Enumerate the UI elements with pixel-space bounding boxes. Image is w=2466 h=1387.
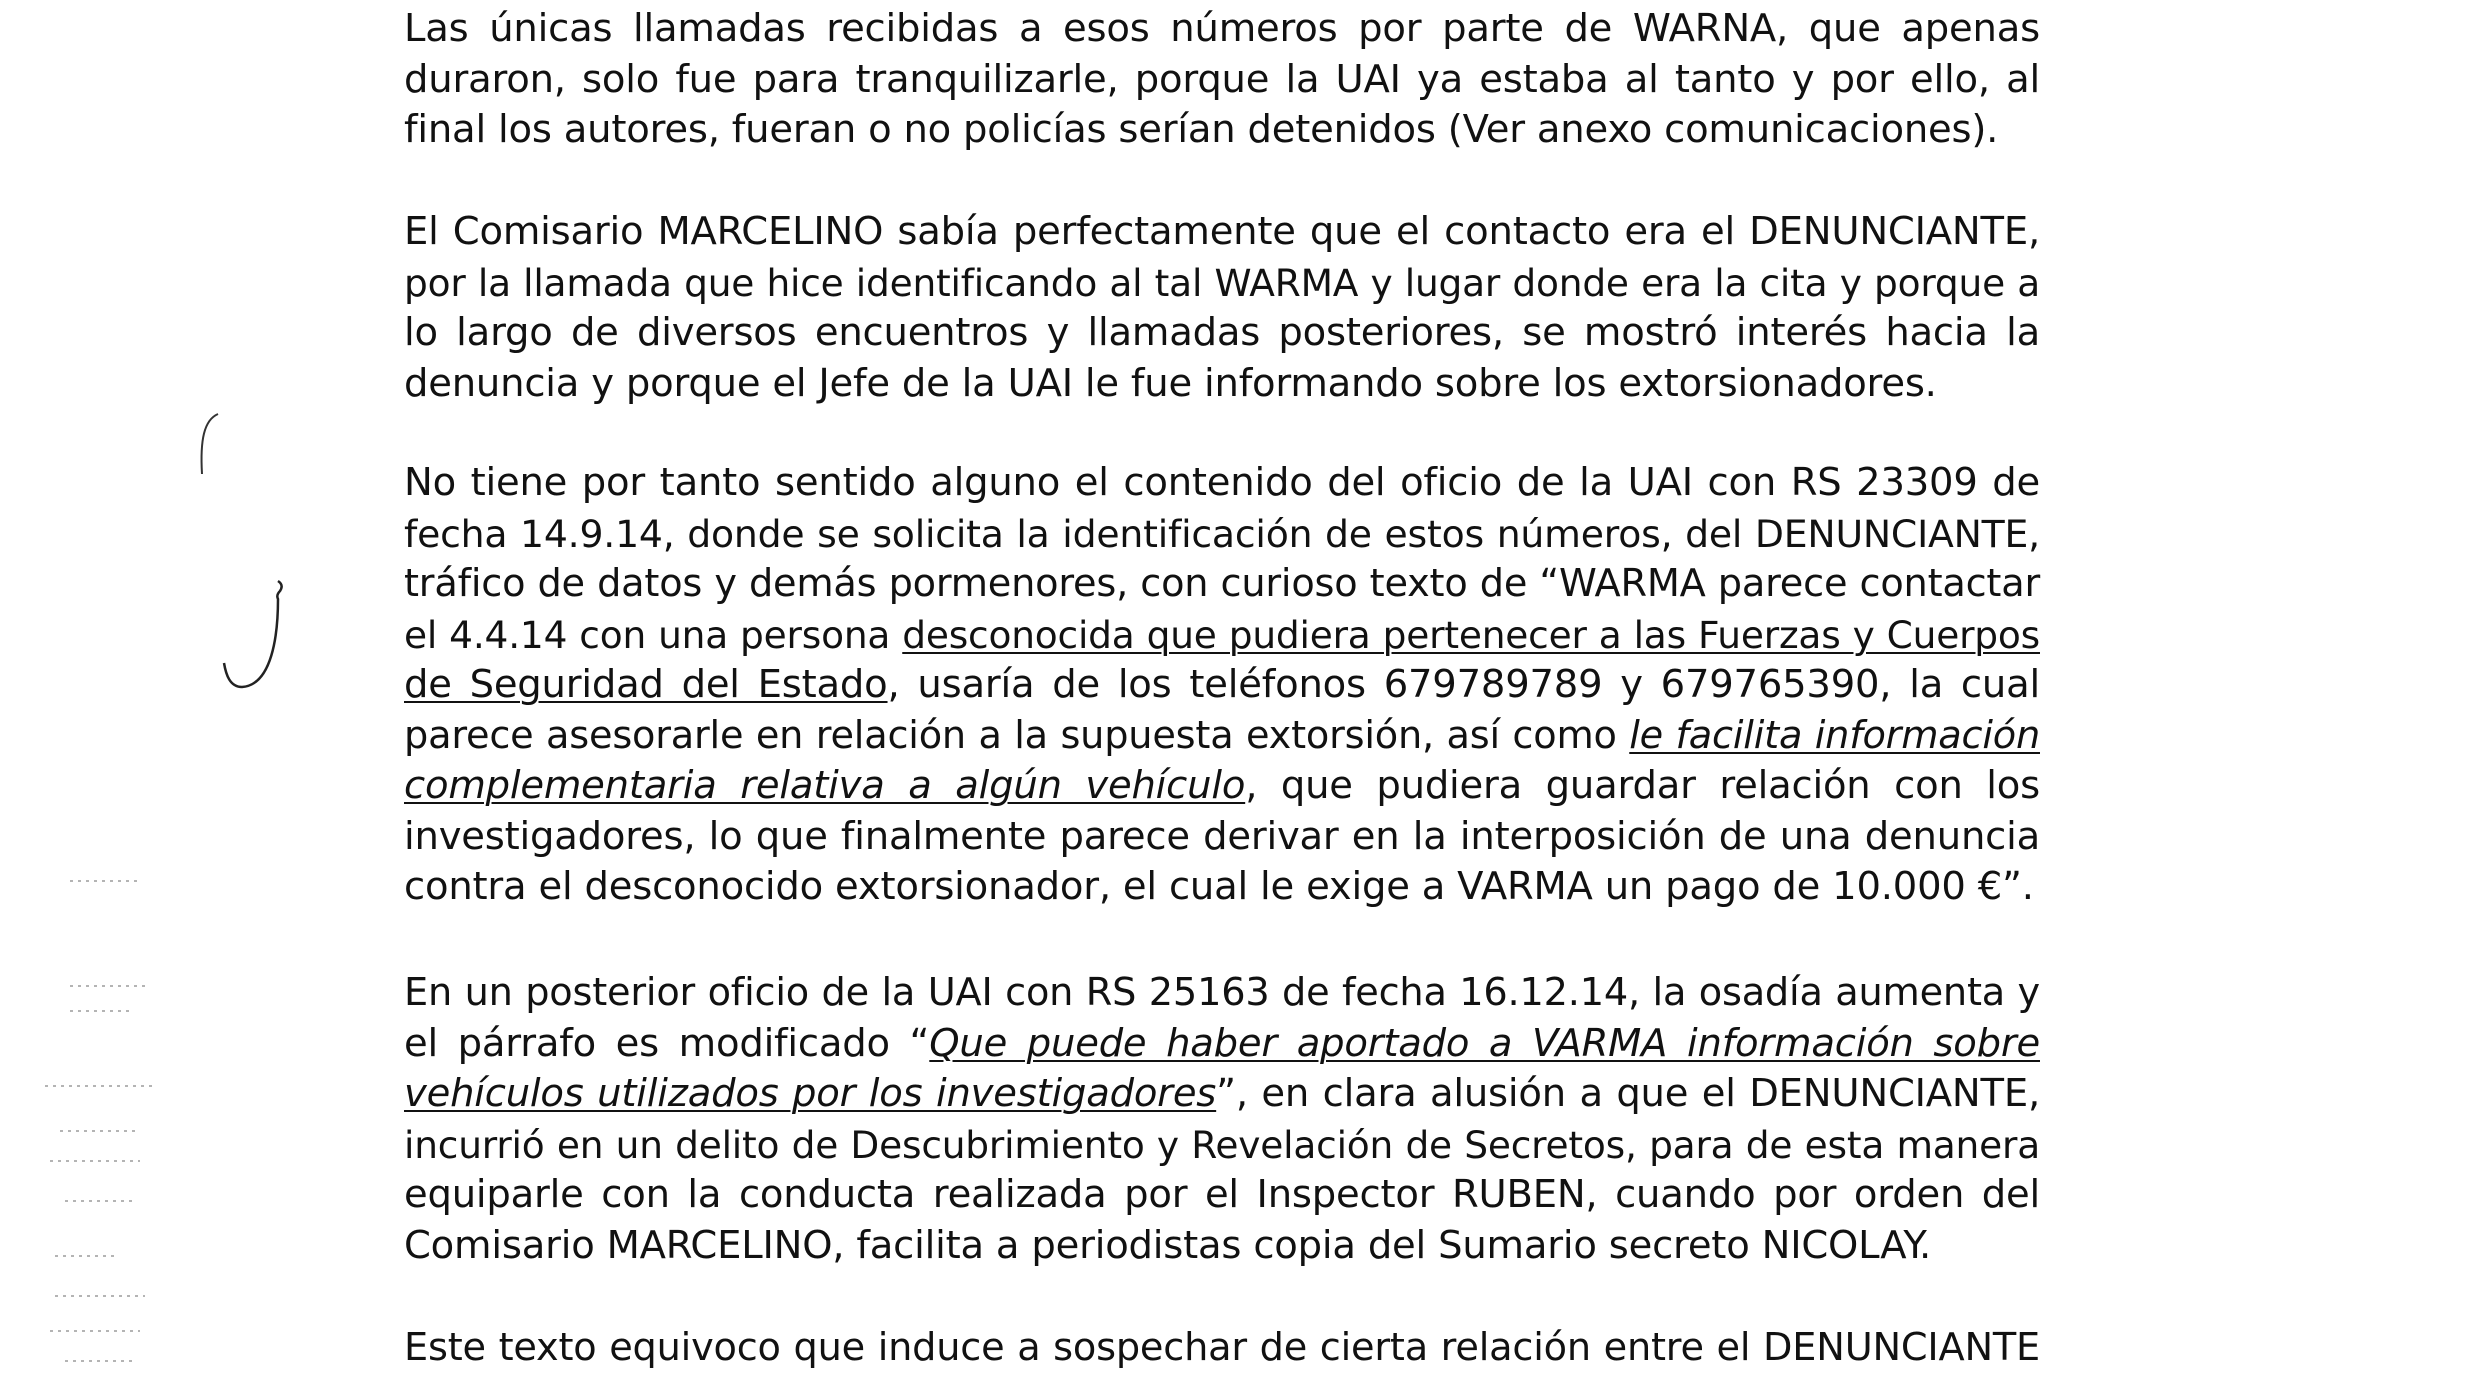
underlined-quote: de Seguridad del Estado — [404, 662, 888, 707]
margin-speckle — [60, 1130, 140, 1132]
paragraph-2 — [404, 207, 2040, 409]
paragraph-line: El Comisario MARCELINO sabía perfectamente que el contacto era el DENUNCIANTE, — [404, 209, 2040, 254]
italic-quote-text: Que puede haber aportado a VARMA información sobre — [929, 1020, 2040, 1066]
text-run: , usaría de los teléfonos 679789789 y 679765390, la cual — [887, 662, 2040, 707]
paragraph-line — [404, 761, 2040, 812]
paragraph-line — [404, 1069, 2040, 1120]
paragraph-line: incurrió en un delito de Descubrimiento y Revelación de Secretos, para de esta manera — [404, 1122, 2040, 1167]
margin-speckle — [55, 1295, 145, 1297]
margin-speckle — [65, 1360, 135, 1362]
margin-handwritten-checkmark — [220, 575, 300, 705]
margin-speckle — [70, 880, 140, 882]
margin-speckle — [70, 985, 150, 987]
paragraph-line — [404, 610, 2040, 661]
paragraph-line: Este texto equivoco que induce a sospechar de cierta relación entre el DENUNCIANTE — [404, 1325, 2040, 1370]
text-run: el párrafo es modificado “ — [404, 1020, 930, 1066]
paragraph-line: lo largo de diversos encuentros y llamadas posteriores, se mostró interés hacia la — [404, 310, 2040, 355]
text-run: ”, en clara alusión a que el DENUNCIANTE, — [1216, 1071, 2040, 1116]
paragraph-4 — [404, 968, 2040, 1271]
italic-quote-text: complementaria relativa a algún vehículo — [404, 763, 1246, 808]
underlined-italic-quote — [1629, 713, 2040, 758]
paragraph-line — [404, 660, 2040, 711]
paragraph-line: equiparle con la conducta realizada por el Inspector RUBEN, cuando por orden del — [404, 1172, 2040, 1217]
paragraph-line — [404, 1019, 2040, 1070]
margin-speckle — [50, 1160, 140, 1162]
margin-handwritten-mark-top — [190, 410, 230, 480]
underlined-italic-quote — [404, 763, 1245, 808]
margin-speckle — [70, 1010, 130, 1012]
underlined-italic-quote — [929, 1021, 2040, 1066]
paragraph-3 — [404, 458, 2040, 913]
italic-quote-text: le facilita información — [1629, 712, 2040, 758]
italic-quote-text: vehículos utilizados por los investigadores — [404, 1071, 1217, 1116]
paragraph-line: por la llamada que hice identificando al tal WARMA y lugar donde era la cita y porque a — [404, 260, 2040, 305]
paragraph-5 — [404, 1323, 2040, 1374]
paragraph-line: final los autores, fueran o no policías serían detenidos (Ver anexo comunicaciones). — [404, 107, 1999, 152]
paragraph-line: contra el desconocido extorsionador, el cual le exige a VARMA un pago de 10.000 €”. — [404, 864, 2034, 909]
margin-speckle — [45, 1085, 155, 1087]
paragraph-1 — [404, 4, 2040, 156]
margin-speckle — [50, 1330, 140, 1332]
margin-speckle — [55, 1255, 115, 1257]
text-run: el 4.4.14 con una persona — [404, 612, 903, 657]
underlined-quote: desconocida que pudiera pertenecer a las Fuerzas y Cuerpos — [902, 612, 2040, 657]
paragraph-line: investigadores, lo que finalmente parece derivar en la interposición de una denuncia — [404, 813, 2040, 859]
underlined-italic-quote — [404, 1071, 1216, 1116]
paragraph-line: Comisario MARCELINO, facilita a periodistas copia del Sumario secreto NICOLAY. — [404, 1222, 1931, 1268]
paragraph-line: Las únicas llamadas recibidas a esos números por parte de WARNA, que apenas — [404, 6, 2040, 51]
margin-speckle — [65, 1200, 135, 1202]
text-run: parece asesorarle en relación a la supuesta extorsión, así como — [404, 712, 1630, 758]
paragraph-line: fecha 14.9.14, donde se solicita la identificación de estos números, del DENUNCIANTE, — [404, 511, 2040, 556]
paragraph-line: tráfico de datos y demás pormenores, con curioso texto de “WARMA parece contactar — [404, 561, 2040, 606]
paragraph-line — [404, 711, 2040, 762]
paragraph-line: En un posterior oficio de la UAI con RS 25163 de fecha 16.12.14, la osadía aumenta y — [404, 970, 2040, 1015]
paragraph-line: duraron, solo fue para tranquilizarle, porque la UAI ya estaba al tanto y por ello, al — [404, 56, 2040, 102]
text-run: , que pudiera guardar relación con los — [1245, 763, 2040, 808]
paragraph-line: denuncia y porque el Jefe de la UAI le fue informando sobre los extorsionadores. — [404, 360, 1937, 406]
paragraph-line: No tiene por tanto sentido alguno el contenido del oficio de la UAI con RS 23309 de — [404, 460, 2040, 505]
